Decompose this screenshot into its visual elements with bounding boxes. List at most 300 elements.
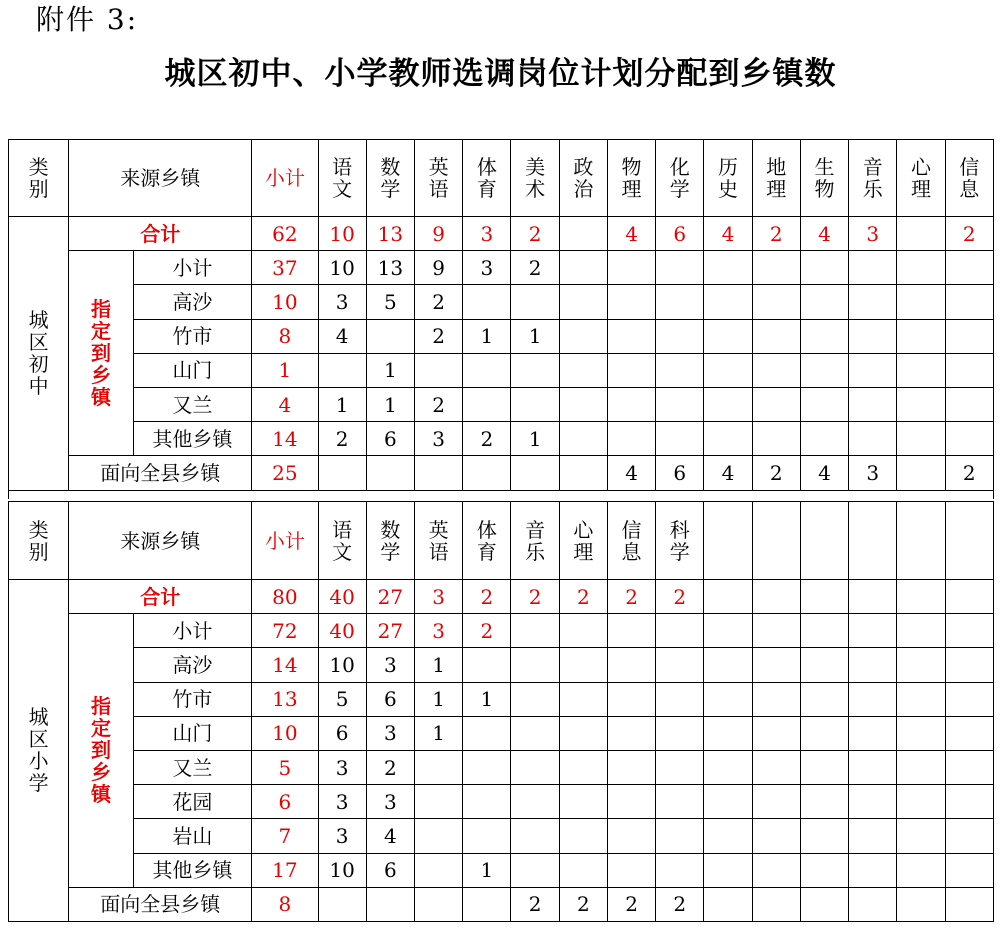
header-row (9, 502, 994, 580)
row-value: 6 (366, 422, 414, 456)
total-value: 2 (945, 217, 993, 251)
total-value (945, 580, 993, 614)
row-value (415, 819, 463, 853)
row-value: 3 (415, 422, 463, 456)
total-value (849, 580, 897, 614)
row-value (656, 285, 704, 319)
total-value: 3 (849, 217, 897, 251)
total-value: 40 (318, 580, 366, 614)
table-row (9, 853, 994, 887)
row-value: 2 (318, 422, 366, 456)
row-value (849, 853, 897, 887)
table-row (9, 353, 994, 387)
county-row (9, 456, 994, 490)
table-row (9, 387, 994, 421)
row-value (752, 853, 800, 887)
row-value: 1 (366, 387, 414, 421)
row-value (704, 648, 752, 682)
town-name: 山门 (133, 353, 252, 387)
row-value (945, 251, 993, 285)
row-value (800, 387, 848, 421)
row-value (752, 648, 800, 682)
row-value (511, 750, 559, 784)
total-value (704, 580, 752, 614)
header-subject: 心 理 (897, 140, 945, 217)
row-value: 2 (415, 387, 463, 421)
row-value (704, 251, 752, 285)
row-value (559, 648, 607, 682)
row-value (897, 682, 945, 716)
header-subject (897, 502, 945, 580)
header-subject: 科 学 (656, 502, 704, 580)
town-name: 花园 (133, 785, 252, 819)
county-value: 2 (752, 456, 800, 490)
header-subject: 语 文 (318, 502, 366, 580)
county-value: 2 (511, 887, 559, 921)
row-subtotal: 4 (252, 387, 318, 421)
row-value (704, 750, 752, 784)
county-value: 6 (656, 456, 704, 490)
row-value (849, 319, 897, 353)
row-value (607, 750, 655, 784)
row-value: 3 (318, 750, 366, 784)
county-subtotal: 8 (252, 887, 318, 921)
county-value (318, 456, 366, 490)
county-value: 3 (849, 456, 897, 490)
county-value (415, 887, 463, 921)
county-value (318, 887, 366, 921)
row-value (897, 251, 945, 285)
header-subject: 英 语 (415, 140, 463, 217)
town-name: 其他乡镇 (133, 853, 252, 887)
row-value: 2 (463, 422, 511, 456)
row-value: 6 (318, 716, 366, 750)
row-value (415, 750, 463, 784)
row-value (704, 387, 752, 421)
row-value (463, 785, 511, 819)
row-value: 5 (318, 682, 366, 716)
header-subject: 体 育 (463, 140, 511, 217)
header-subject: 信 息 (607, 502, 655, 580)
county-value (945, 887, 993, 921)
row-value (318, 353, 366, 387)
county-value: 4 (704, 456, 752, 490)
row-value (800, 750, 848, 784)
row-value (366, 319, 414, 353)
row-value (945, 750, 993, 784)
middle-school-table (8, 139, 994, 491)
total-value: 2 (656, 580, 704, 614)
table-row (9, 716, 994, 750)
row-value (607, 614, 655, 648)
row-value (849, 819, 897, 853)
row-value: 2 (511, 251, 559, 285)
county-value: 4 (607, 456, 655, 490)
row-value (559, 251, 607, 285)
row-value (704, 785, 752, 819)
row-value (415, 785, 463, 819)
town-name: 山门 (133, 716, 252, 750)
row-value (849, 285, 897, 319)
header-subject (800, 502, 848, 580)
row-value: 10 (318, 648, 366, 682)
table-row (9, 785, 994, 819)
row-subtotal: 7 (252, 819, 318, 853)
row-value: 27 (366, 614, 414, 648)
row-value (704, 319, 752, 353)
total-label: 合计 (69, 580, 252, 614)
row-value: 1 (415, 648, 463, 682)
row-value (559, 682, 607, 716)
page-title: 城区初中、小学教师选调岗位计划分配到乡镇数 (164, 56, 837, 92)
header-subject: 英 语 (415, 502, 463, 580)
row-value (945, 682, 993, 716)
total-value: 6 (656, 217, 704, 251)
row-subtotal: 10 (252, 285, 318, 319)
row-value (897, 716, 945, 750)
row-value (607, 819, 655, 853)
header-source-town: 来源乡镇 (69, 140, 252, 217)
row-value: 3 (463, 251, 511, 285)
row-value (849, 785, 897, 819)
row-value: 1 (415, 682, 463, 716)
row-subtotal: 1 (252, 353, 318, 387)
row-value (704, 716, 752, 750)
total-value: 4 (607, 217, 655, 251)
row-value (511, 682, 559, 716)
row-value (511, 716, 559, 750)
row-value (607, 353, 655, 387)
town-name: 岩山 (133, 819, 252, 853)
row-value (704, 353, 752, 387)
row-value (752, 422, 800, 456)
row-value (607, 285, 655, 319)
row-value (897, 353, 945, 387)
row-value (752, 285, 800, 319)
row-value (559, 285, 607, 319)
table-row (9, 422, 994, 456)
header-subject: 音 乐 (511, 502, 559, 580)
header-row (9, 140, 994, 217)
row-value (849, 648, 897, 682)
total-value: 2 (511, 580, 559, 614)
row-value: 1 (511, 319, 559, 353)
header-subject (849, 502, 897, 580)
row-value (559, 387, 607, 421)
row-value: 3 (366, 785, 414, 819)
header-subtotal: 小计 (252, 140, 318, 217)
county-value (704, 887, 752, 921)
header-subject: 生 物 (800, 140, 848, 217)
total-value: 2 (559, 580, 607, 614)
row-value (559, 716, 607, 750)
county-value (511, 456, 559, 490)
row-value: 3 (415, 614, 463, 648)
total-value (897, 580, 945, 614)
designated-label: 指 定 到 乡 镇 (69, 251, 133, 456)
row-value (897, 819, 945, 853)
total-label: 合计 (69, 217, 252, 251)
row-subtotal: 8 (252, 319, 318, 353)
town-name: 竹市 (133, 319, 252, 353)
row-value (607, 251, 655, 285)
row-value (849, 682, 897, 716)
row-value (559, 614, 607, 648)
header-subject: 心 理 (559, 502, 607, 580)
table-row (9, 614, 994, 648)
table-row (9, 819, 994, 853)
row-value (849, 422, 897, 456)
row-value (849, 716, 897, 750)
header-subject: 地 理 (752, 140, 800, 217)
row-value (704, 819, 752, 853)
row-value (656, 750, 704, 784)
row-value (656, 319, 704, 353)
row-value (945, 353, 993, 387)
row-value (656, 819, 704, 853)
county-value: 2 (607, 887, 655, 921)
table-separator (8, 491, 994, 499)
header-category: 类 别 (9, 502, 69, 580)
total-value (752, 580, 800, 614)
row-value (559, 785, 607, 819)
total-value (897, 217, 945, 251)
row-value: 5 (366, 285, 414, 319)
row-value (945, 716, 993, 750)
total-value: 13 (366, 217, 414, 251)
designated-label: 指 定 到 乡 镇 (69, 614, 133, 888)
row-value (752, 251, 800, 285)
town-name: 其他乡镇 (133, 422, 252, 456)
row-value (511, 387, 559, 421)
row-value: 3 (366, 648, 414, 682)
row-value (656, 785, 704, 819)
county-value (463, 887, 511, 921)
row-value: 2 (463, 614, 511, 648)
header-subject: 历 史 (704, 140, 752, 217)
row-value (945, 853, 993, 887)
county-value: 4 (800, 456, 848, 490)
row-value (849, 614, 897, 648)
row-value (607, 422, 655, 456)
row-value (559, 319, 607, 353)
total-subtotal: 80 (252, 580, 318, 614)
attachment-label: 附件 3: (36, 3, 139, 36)
total-value: 2 (511, 217, 559, 251)
row-value (511, 285, 559, 319)
row-value: 1 (366, 353, 414, 387)
row-value (800, 614, 848, 648)
header-subject: 语 文 (318, 140, 366, 217)
county-value (897, 456, 945, 490)
row-value: 3 (318, 285, 366, 319)
total-row (9, 580, 994, 614)
row-value (800, 716, 848, 750)
row-value (704, 422, 752, 456)
total-value (559, 217, 607, 251)
row-value (511, 853, 559, 887)
town-name: 高沙 (133, 648, 252, 682)
row-value (656, 422, 704, 456)
row-value (511, 819, 559, 853)
county-value: 2 (559, 887, 607, 921)
town-name: 又兰 (133, 750, 252, 784)
row-value (607, 785, 655, 819)
header-source-town: 来源乡镇 (69, 502, 252, 580)
total-value: 2 (752, 217, 800, 251)
county-label: 面向全县乡镇 (69, 456, 252, 490)
row-value (656, 648, 704, 682)
header-subject: 数 学 (366, 502, 414, 580)
table-row (9, 319, 994, 353)
header-subject: 数 学 (366, 140, 414, 217)
row-value (897, 648, 945, 682)
row-value (945, 319, 993, 353)
row-value: 10 (318, 853, 366, 887)
row-value (656, 387, 704, 421)
row-value (463, 387, 511, 421)
row-value (752, 716, 800, 750)
county-value (849, 887, 897, 921)
row-value (849, 353, 897, 387)
town-name: 高沙 (133, 285, 252, 319)
row-value: 1 (463, 319, 511, 353)
row-value (752, 387, 800, 421)
row-value (800, 319, 848, 353)
row-subtotal: 6 (252, 785, 318, 819)
row-value (800, 819, 848, 853)
row-value (511, 648, 559, 682)
row-value: 4 (366, 819, 414, 853)
county-value (415, 456, 463, 490)
row-value (897, 387, 945, 421)
row-value (945, 648, 993, 682)
row-value (897, 422, 945, 456)
row-value (559, 819, 607, 853)
row-value (559, 353, 607, 387)
town-name: 小计 (133, 251, 252, 285)
row-value (463, 648, 511, 682)
total-value: 4 (800, 217, 848, 251)
row-value: 1 (318, 387, 366, 421)
row-subtotal: 37 (252, 251, 318, 285)
row-value (945, 819, 993, 853)
row-value: 4 (318, 319, 366, 353)
row-value (800, 353, 848, 387)
total-value: 2 (607, 580, 655, 614)
total-subtotal: 62 (252, 217, 318, 251)
row-value: 2 (366, 750, 414, 784)
row-subtotal: 5 (252, 750, 318, 784)
header-subtotal: 小计 (252, 502, 318, 580)
row-value (945, 422, 993, 456)
header-subject (945, 502, 993, 580)
row-subtotal: 14 (252, 648, 318, 682)
row-value: 1 (463, 682, 511, 716)
row-value: 2 (415, 319, 463, 353)
row-value (800, 785, 848, 819)
header-subject (704, 502, 752, 580)
total-value: 27 (366, 580, 414, 614)
row-value: 6 (366, 682, 414, 716)
total-value: 9 (415, 217, 463, 251)
county-value (463, 456, 511, 490)
row-value (752, 785, 800, 819)
county-value (366, 887, 414, 921)
county-value (800, 887, 848, 921)
row-value: 13 (366, 251, 414, 285)
total-value: 2 (463, 580, 511, 614)
row-value (800, 422, 848, 456)
row-value (463, 750, 511, 784)
row-value (463, 716, 511, 750)
row-value: 2 (415, 285, 463, 319)
county-value: 2 (656, 887, 704, 921)
row-value (752, 614, 800, 648)
row-value (897, 319, 945, 353)
row-value (607, 853, 655, 887)
row-value (945, 785, 993, 819)
row-value (607, 648, 655, 682)
row-value (897, 614, 945, 648)
table-row (9, 682, 994, 716)
row-value: 3 (318, 785, 366, 819)
row-value (656, 353, 704, 387)
header-subject: 政 治 (559, 140, 607, 217)
row-value (656, 853, 704, 887)
total-value: 4 (704, 217, 752, 251)
row-value: 1 (463, 853, 511, 887)
row-value (704, 682, 752, 716)
row-value (752, 750, 800, 784)
row-value (656, 716, 704, 750)
row-value (897, 285, 945, 319)
header-subject: 音 乐 (849, 140, 897, 217)
row-value (897, 785, 945, 819)
header-subject: 化 学 (656, 140, 704, 217)
town-name: 又兰 (133, 387, 252, 421)
row-value (752, 819, 800, 853)
row-value: 9 (415, 251, 463, 285)
category-label: 城 区 初 中 (9, 217, 69, 491)
total-row (9, 217, 994, 251)
header-category: 类 别 (9, 140, 69, 217)
row-value (559, 422, 607, 456)
county-row (9, 887, 994, 921)
row-value (849, 750, 897, 784)
total-value (800, 580, 848, 614)
header-subject: 体 育 (463, 502, 511, 580)
row-value (704, 853, 752, 887)
row-value (945, 387, 993, 421)
county-value (897, 887, 945, 921)
row-value: 6 (366, 853, 414, 887)
town-name: 小计 (133, 614, 252, 648)
row-value: 40 (318, 614, 366, 648)
row-value (800, 251, 848, 285)
total-value: 10 (318, 217, 366, 251)
row-value (752, 682, 800, 716)
header-subject: 美 术 (511, 140, 559, 217)
header-subject: 信 息 (945, 140, 993, 217)
header-subject: 物 理 (607, 140, 655, 217)
row-value (800, 285, 848, 319)
primary-school-table (8, 501, 994, 922)
row-value (752, 353, 800, 387)
county-value (752, 887, 800, 921)
table-row (9, 648, 994, 682)
town-name: 竹市 (133, 682, 252, 716)
